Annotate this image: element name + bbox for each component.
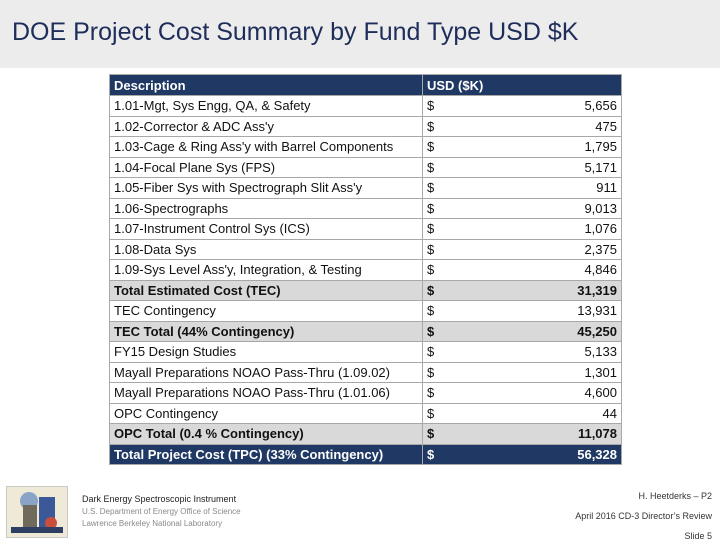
row-amount: 1,795 xyxy=(483,137,622,158)
table-row xyxy=(110,116,622,137)
row-currency: $ xyxy=(423,178,483,199)
title-bar xyxy=(0,0,720,68)
row-amount: 31,319 xyxy=(483,280,622,301)
row-amount: 45,250 xyxy=(483,321,622,342)
table-row xyxy=(110,362,622,383)
row-currency: $ xyxy=(423,239,483,260)
row-description: OPC Total (0.4 % Contingency) xyxy=(110,424,423,445)
table-row xyxy=(110,301,622,322)
row-currency: $ xyxy=(423,424,483,445)
footer-presenter: H. Heetderks – P2 xyxy=(638,491,712,501)
row-description: 1.03-Cage & Ring Ass'y with Barrel Components xyxy=(110,137,423,158)
footer-instrument: Dark Energy Spectroscopic Instrument xyxy=(82,494,237,504)
footer-slide-number: Slide 5 xyxy=(684,531,712,541)
row-amount: 2,375 xyxy=(483,239,622,260)
footer-lab: Lawrence Berkeley National Laboratory xyxy=(82,519,223,528)
row-currency: $ xyxy=(423,321,483,342)
row-description: OPC Contingency xyxy=(110,403,423,424)
row-currency: $ xyxy=(423,342,483,363)
row-description: 1.06-Spectrographs xyxy=(110,198,423,219)
row-amount: 475 xyxy=(483,116,622,137)
row-amount: 13,931 xyxy=(483,301,622,322)
header-description: Description xyxy=(110,75,423,96)
footer-right xyxy=(575,486,712,546)
row-description: Mayall Preparations NOAO Pass-Thru (1.01.06) xyxy=(110,383,423,404)
row-amount: 1,076 xyxy=(483,219,622,240)
table-row xyxy=(110,342,622,363)
row-currency: $ xyxy=(423,219,483,240)
table-header-row xyxy=(110,75,622,96)
row-currency: $ xyxy=(423,383,483,404)
table-row xyxy=(110,280,622,301)
row-description: 1.02-Corrector & ADC Ass'y xyxy=(110,116,423,137)
row-amount: 9,013 xyxy=(483,198,622,219)
row-description: 1.07-Instrument Control Sys (ICS) xyxy=(110,219,423,240)
row-description: TEC Contingency xyxy=(110,301,423,322)
table-row xyxy=(110,424,622,445)
row-description: 1.05-Fiber Sys with Spectrograph Slit Ass'y xyxy=(110,178,423,199)
row-amount: 911 xyxy=(483,178,622,199)
table-row xyxy=(110,239,622,260)
footer-left xyxy=(82,494,241,528)
table-row xyxy=(110,157,622,178)
row-description: Mayall Preparations NOAO Pass-Thru (1.09.02) xyxy=(110,362,423,383)
row-amount: 5,171 xyxy=(483,157,622,178)
table-row xyxy=(110,178,622,199)
footer-office: U.S. Department of Energy Office of Science xyxy=(82,507,241,516)
row-amount: 1,301 xyxy=(483,362,622,383)
table-row xyxy=(110,198,622,219)
table-row xyxy=(110,96,622,117)
table-row xyxy=(110,260,622,281)
cost-summary-table-container xyxy=(109,74,621,474)
row-currency: $ xyxy=(423,362,483,383)
desi-logo-icon xyxy=(6,486,68,538)
header-usd: USD ($K) xyxy=(423,75,622,96)
table-row xyxy=(110,219,622,240)
row-currency: $ xyxy=(423,280,483,301)
row-currency: $ xyxy=(423,403,483,424)
table-row xyxy=(110,403,622,424)
slide-title: DOE Project Cost Summary by Fund Type USD $K xyxy=(12,18,579,46)
row-description: 1.01-Mgt, Sys Engg, QA, & Safety xyxy=(110,96,423,117)
row-description: 1.08-Data Sys xyxy=(110,239,423,260)
row-description: 1.04-Focal Plane Sys (FPS) xyxy=(110,157,423,178)
row-currency: $ xyxy=(423,116,483,137)
row-currency: $ xyxy=(423,198,483,219)
row-currency: $ xyxy=(423,444,483,465)
table-row xyxy=(110,321,622,342)
row-amount: 4,600 xyxy=(483,383,622,404)
table-row xyxy=(110,383,622,404)
row-amount: 11,078 xyxy=(483,424,622,445)
row-currency: $ xyxy=(423,96,483,117)
row-currency: $ xyxy=(423,301,483,322)
row-amount: 56,328 xyxy=(483,444,622,465)
row-currency: $ xyxy=(423,137,483,158)
cost-summary-table xyxy=(109,74,622,465)
footer-review: April 2016 CD-3 Director’s Review xyxy=(575,511,712,521)
row-description: 1.09-Sys Level Ass'y, Integration, & Testing xyxy=(110,260,423,281)
row-currency: $ xyxy=(423,260,483,281)
table-body xyxy=(110,96,622,465)
table-row xyxy=(110,444,622,465)
row-amount: 5,133 xyxy=(483,342,622,363)
row-currency: $ xyxy=(423,157,483,178)
row-description: Total Estimated Cost (TEC) xyxy=(110,280,423,301)
row-amount: 4,846 xyxy=(483,260,622,281)
row-amount: 44 xyxy=(483,403,622,424)
row-amount: 5,656 xyxy=(483,96,622,117)
table-row xyxy=(110,137,622,158)
row-description: Total Project Cost (TPC) (33% Contingency) xyxy=(110,444,423,465)
row-description: TEC Total (44% Contingency) xyxy=(110,321,423,342)
row-description: FY15 Design Studies xyxy=(110,342,423,363)
